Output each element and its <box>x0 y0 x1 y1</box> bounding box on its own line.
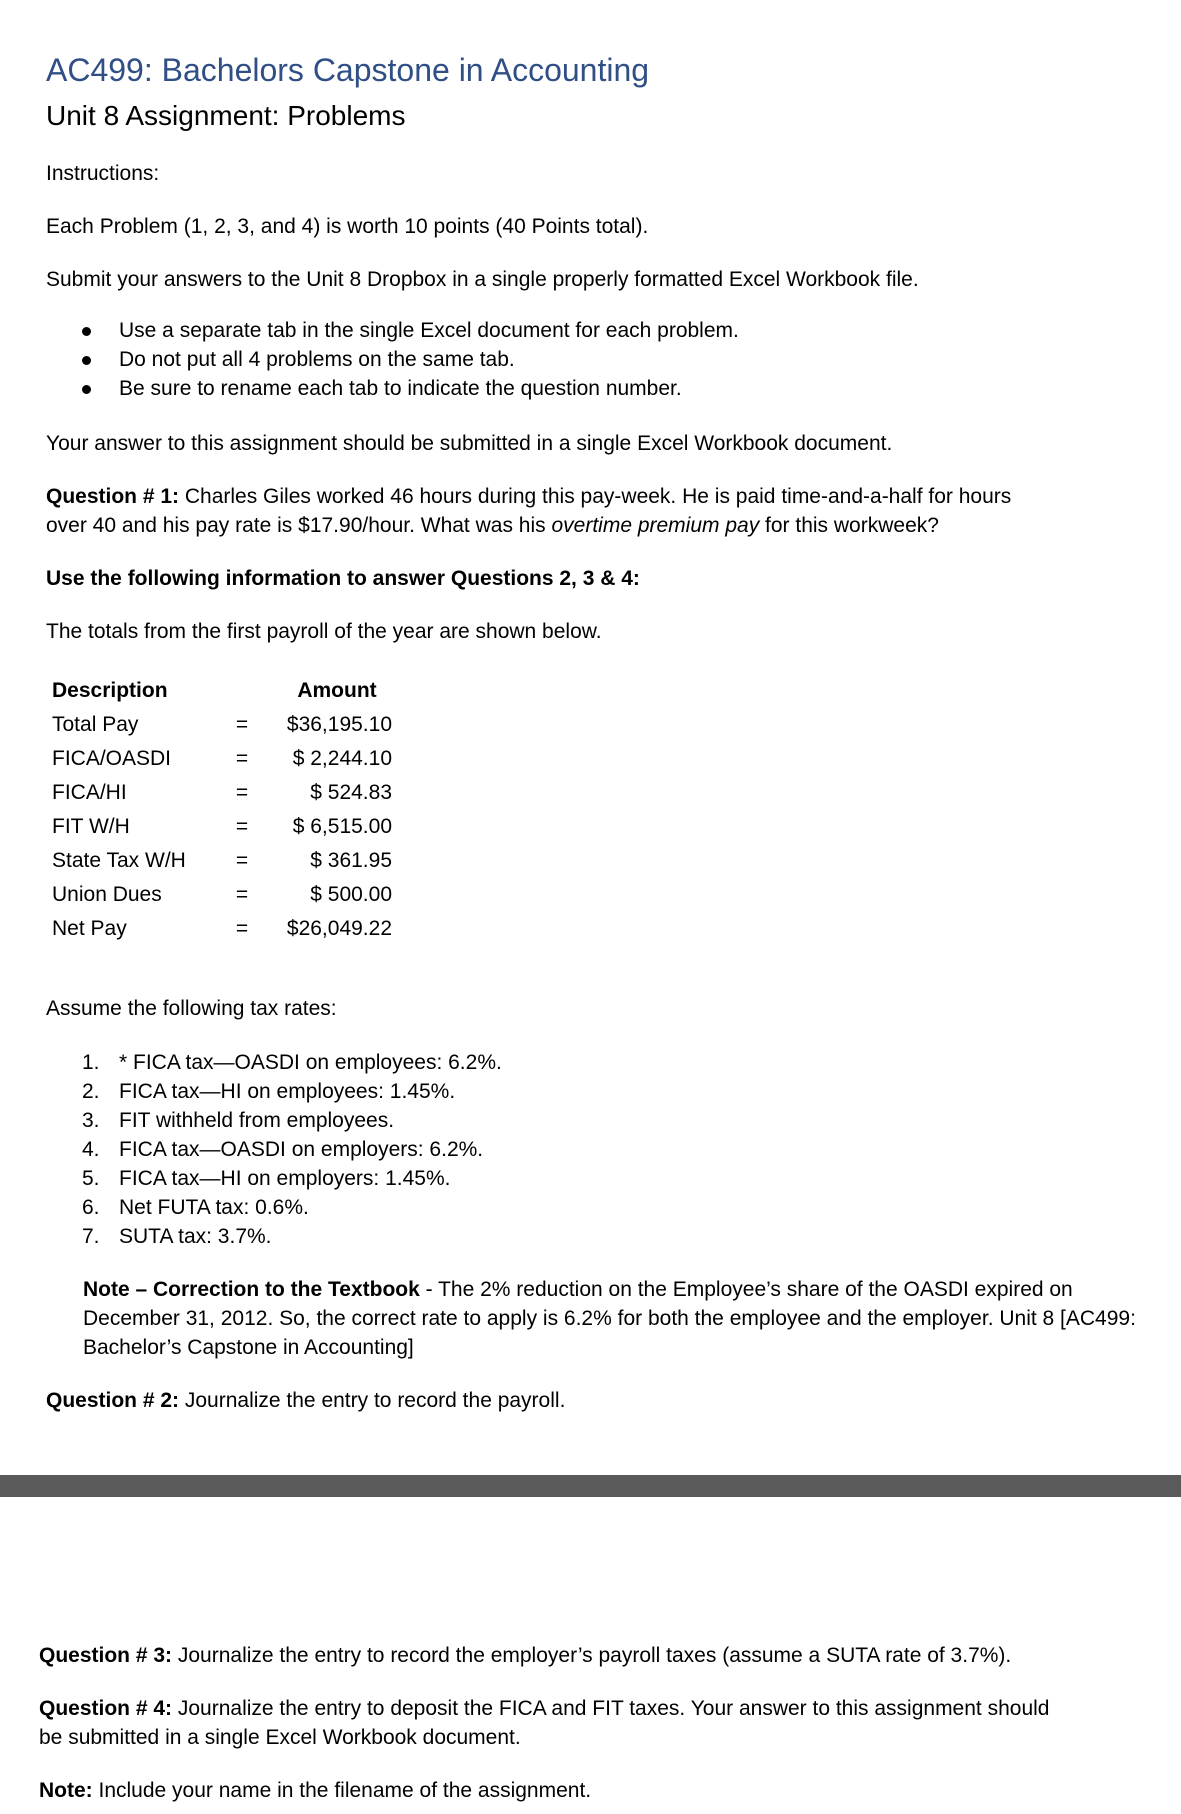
rates-intro: Assume the following tax rates: <box>46 997 337 1020</box>
points-text: Each Problem (1, 2, 3, and 4) is worth 10 points (40 Points total). <box>46 215 649 238</box>
row-amount: $26,049.22 <box>286 917 392 940</box>
row-equals: = <box>235 815 249 838</box>
tax-rates-list <box>0 1048 502 1251</box>
bullet-item: Be sure to rename each tab to indicate the question number. <box>0 374 739 403</box>
row-amount: $ 2,244.10 <box>292 747 392 770</box>
submit-text: Submit your answers to the Unit 8 Dropbox in a single properly formatted Excel Workbook file. <box>46 268 919 291</box>
bullet-icon <box>82 356 91 365</box>
payroll-totals-table <box>46 674 392 946</box>
question-3: Question # 3: Journalize the entry to record the employer’s payroll taxes (assume a SUTA rate of 3.7%). <box>39 1644 1012 1667</box>
row-equals: = <box>235 747 249 770</box>
final-note-label: Note: <box>39 1779 93 1802</box>
correction-note: Note – Correction to the Textbook - The 2% reduction on the Employee’s share of the OASDI expired on December 31, 2012. So, the correct rate to apply is 6.2% for both the employee and the employer. Unit 8 [AC499: Bachelor’s Capstone in Accounting] <box>83 1278 1136 1359</box>
row-description: Net Pay <box>52 917 127 940</box>
bullet-icon <box>82 327 91 336</box>
instructions-label: Instructions: <box>46 162 160 185</box>
table-header-row <box>46 674 392 708</box>
page-separator <box>0 1475 1181 1497</box>
row-equals: = <box>235 917 249 940</box>
list-item: 5. FICA tax—HI on employers: 1.45%. <box>82 1167 451 1190</box>
page-2 <box>0 1497 1181 1814</box>
row-equals: = <box>235 849 249 872</box>
answer-text: Your answer to this assignment should be submitted in a single Excel Workbook document. <box>46 432 893 455</box>
row-amount: $ 6,515.00 <box>292 815 392 838</box>
row-amount: $36,195.10 <box>286 713 392 736</box>
list-item: 1. * FICA tax—OASDI on employees: 6.2%. <box>82 1051 502 1074</box>
row-amount: $ 361.95 <box>310 849 392 872</box>
row-equals: = <box>235 781 249 804</box>
question-2: Question # 2: Journalize the entry to record the payroll. <box>46 1389 566 1412</box>
list-item: 4. FICA tax—OASDI on employers: 6.2%. <box>82 1138 484 1161</box>
table-row <box>46 776 392 810</box>
question-1-line-2: over 40 and his pay rate is $17.90/hour. What was his overtime premium pay for this workweek? <box>46 514 939 537</box>
row-description: FICA/OASDI <box>52 747 172 770</box>
row-description: State Tax W/H <box>52 849 186 872</box>
question-4-line-1: Question # 4: Journalize the entry to deposit the FICA and FIT taxes. Your answer to this assignment should <box>39 1697 1050 1720</box>
list-item: 3. FIT withheld from employees. <box>82 1109 395 1132</box>
totals-intro: The totals from the first payroll of the year are shown below. <box>46 620 602 643</box>
assignment-subtitle: Unit 8 Assignment: Problems <box>46 100 406 131</box>
bullet-item: Use a separate tab in the single Excel document for each problem. <box>0 316 739 345</box>
instruction-bullets <box>0 316 739 403</box>
course-title: AC499: Bachelors Capstone in Accounting <box>46 52 650 88</box>
question-2-label: Question # 2: <box>46 1389 180 1412</box>
question-4-label: Question # 4: <box>39 1697 173 1720</box>
amount-header: Amount <box>297 679 377 702</box>
correction-note-label: Note – Correction to the Textbook <box>83 1278 420 1301</box>
question-1-line-1: Question # 1: Charles Giles worked 46 hours during this pay-week. He is paid time-and-a-half for hours <box>46 485 1012 508</box>
table-row <box>46 742 392 776</box>
table-row <box>46 878 392 912</box>
row-equals: = <box>235 883 249 906</box>
list-item: 2. FICA tax—HI on employees: 1.45%. <box>82 1080 456 1103</box>
row-description: FICA/HI <box>52 781 127 804</box>
final-note: Note: Include your name in the filename of the assignment. <box>39 1779 592 1802</box>
overtime-premium-pay-emphasis: overtime premium pay <box>551 514 760 537</box>
table-row <box>46 810 392 844</box>
table-row <box>46 844 392 878</box>
bullet-item: Do not put all 4 problems on the same tab. <box>0 345 739 374</box>
question-3-label: Question # 3: <box>39 1644 173 1667</box>
list-item: 7. SUTA tax: 3.7%. <box>82 1225 272 1248</box>
description-header: Description <box>52 679 168 702</box>
table-row <box>46 912 392 946</box>
row-amount: $ 524.83 <box>310 781 392 804</box>
row-description: Union Dues <box>52 883 162 906</box>
use-info-heading: Use the following information to answer Questions 2, 3 & 4: <box>46 567 640 590</box>
list-item: 6. Net FUTA tax: 0.6%. <box>82 1196 309 1219</box>
question-1-label: Question # 1: <box>46 485 180 508</box>
question-4-line-2: be submitted in a single Excel Workbook document. <box>39 1726 521 1749</box>
bullet-icon <box>82 385 91 394</box>
row-equals: = <box>235 713 249 736</box>
row-description: Total Pay <box>52 713 139 736</box>
table-row <box>46 708 392 742</box>
row-amount: $ 500.00 <box>310 883 392 906</box>
row-description: FIT W/H <box>52 815 130 838</box>
